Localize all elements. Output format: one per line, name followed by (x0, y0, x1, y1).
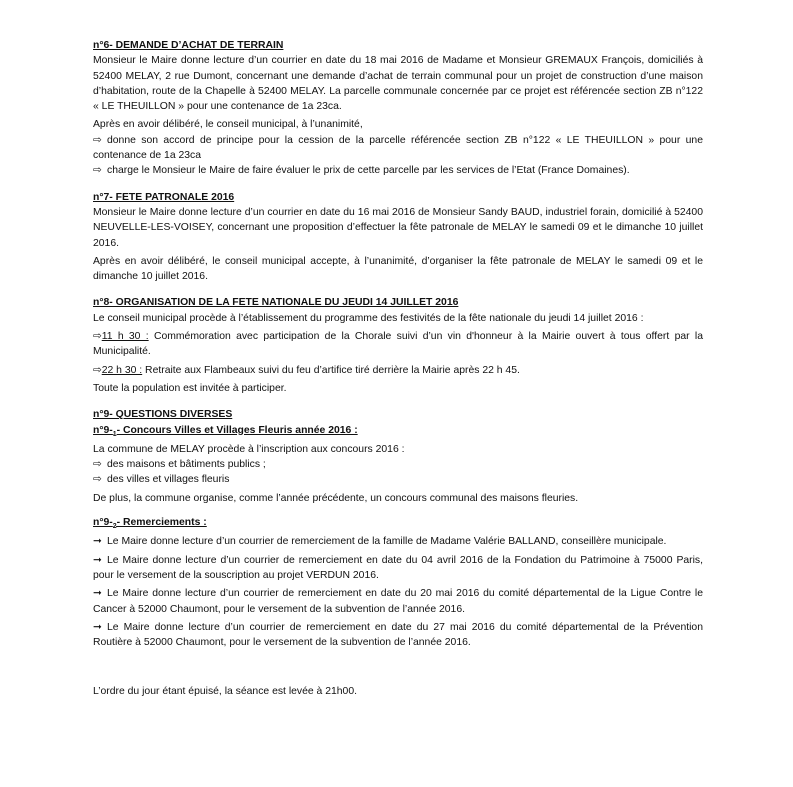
section-6 (93, 38, 703, 179)
section-6-heading: n°6- DEMANDE D’ACHAT DE TERRAIN (93, 40, 284, 51)
section-9-1-paragraph: La commune de MELAY procède à l’inscription aux concours 2016 : (93, 443, 405, 455)
thanks-text: Le Maire donne lecture d’un courrier de remerciement en date du 20 mai 2016 du comité départemental de la Ligue Contre le Cancer à 52000 Chaumont, pour le versement de la subvention de l’année 2016. (93, 588, 703, 615)
section-8-paragraph: Le conseil municipal procède à l’établissement du programme des festivités de la fête nationale du jeudi 14 juillet 2016 : (93, 312, 644, 324)
hollow-arrow-icon: ⇨ (93, 331, 102, 343)
item-text: Commémoration avec participation de la Chorale suivi d’un vin d'honneur à la Mairie ouvert à tous offert par la Municipalité. (93, 331, 703, 358)
closing-statement: L’ordre du jour étant épuisé, la séance est levée à 21h00. (93, 686, 357, 698)
right-arrow-icon: ➞ (93, 536, 102, 548)
section-9-1-heading: $n^\circ 9-_1-$ Concours Villes et Villages Fleuris année 2016 : (93, 424, 358, 438)
thanks-item-1 (93, 534, 703, 549)
section-8-heading: n°8- ORGANISATION DE LA FETE NATIONALE DU JEUDI 14 JUILLET 2016 (93, 297, 459, 309)
thanks-text: Le Maire donne lecture d’un courrier de remerciement en date du 04 avril 2016 de la Fondation du Patrimoine à 75000 Paris, pour le versement de la souscription au projet VERDUN 2016. (93, 554, 703, 581)
thanks-item-2 (93, 553, 703, 584)
section-6-deliberation: Après en avoir délibéré, le conseil municipal, à l’unanimité, (93, 119, 363, 131)
thanks-text: Le Maire donne lecture d’un courrier de remerciement en date du 27 mai 2016 du comité départemental de la Prévention Routière à 52000 Chaumont, pour le versement de la subvention de l’année 2016. (93, 621, 703, 649)
section-6-bullet-1 (93, 133, 703, 164)
bullet-text: des maisons et bâtiments publics ; (107, 459, 266, 471)
section-9-1-bullet-2 (93, 472, 703, 487)
section-9-heading: n°9- QUESTIONS DIVERSES (93, 409, 233, 421)
section-9-2-heading: $n^\circ 9-_2-$ Remerciements : (93, 517, 207, 531)
section-9-1-closing: De plus, la commune organise, comme l’année précédente, un concours communal des maisons fleuries. (93, 492, 579, 504)
hollow-arrow-icon: ⇨ (93, 134, 102, 146)
section-6-paragraph: Monsieur le Maire donne lecture d’un courrier en date du 18 mai 2016 de Madame et Monsieur GREMAUX François, domiciliés à 52400 MELAY, 2 rue Dumont, concernant une demande d’achat de terrain communal pour un projet de construction d’une maison d’habitation, route de la Chapelle à 52400 MELAY. La parcelle communale concernée par ce projet est référencée section ZB n°122 « LE THEUILLON » pour une contenance de 1a 23ca. (93, 55, 703, 113)
section-7-deliberation: Après en avoir délibéré, le conseil municipal accepte, à l’unanimité, d’organiser la fête patronale de MELAY le samedi 09 et le dimanche 10 juillet 2016. (93, 255, 703, 283)
right-arrow-icon: ➞ (93, 588, 102, 600)
section-8 (93, 295, 703, 396)
section-7-heading: n°7- FETE PATRONALE 2016 (93, 191, 235, 203)
section-7-paragraph: Monsieur le Maire donne lecture d’un courrier en date du 16 mai 2016 de Monsieur Sandy BAUD, industriel forain, domicilié à 52400 NEUVELLE-LES-VOISEY, concernant une proposition d’effectuer la fête patronale de MELAY le samedi 09 et le dimanche 10 juillet 2016. (93, 206, 703, 249)
bullet-text: charge le Monsieur le Maire de faire évaluer le prix de cette parcelle par les services de l’Etat (France Domaines). (107, 165, 630, 177)
thanks-item-3 (93, 586, 703, 617)
time-label: 22 h 30 : (101, 364, 143, 376)
item-text: Retraite aux Flambeaux suivi du feu d’artifice tiré derrière la Mairie après 22 h 45. (142, 364, 520, 376)
bullet-text: donne son accord de principe pour la cession de la parcelle référencée section ZB n°122 « LE THEUILLON » pour une contenance de 1a 23ca (93, 134, 703, 162)
section-9-1-bullet-1 (93, 457, 703, 472)
section-6-bullet-2 (93, 163, 703, 178)
hollow-arrow-icon: ⇨ (93, 459, 102, 471)
hollow-arrow-icon: ⇨ (93, 165, 102, 177)
section-7 (93, 190, 703, 285)
section-8-item-1 (93, 329, 703, 360)
right-arrow-icon: ➞ (93, 621, 102, 633)
thanks-item-4 (93, 620, 703, 651)
bullet-text: des villes et villages fleuris (107, 474, 230, 486)
section-8-item-2 (93, 363, 703, 378)
hollow-arrow-icon: ⇨ (93, 364, 102, 376)
section-8-closing: Toute la population est invitée à participer. (93, 382, 287, 394)
right-arrow-icon: ➞ (93, 554, 102, 566)
document-page (93, 38, 703, 700)
time-label: 11 h 30 : (101, 331, 149, 343)
section-9 (93, 407, 703, 650)
thanks-text: Le Maire donne lecture d’un courrier de remerciement de la famille de Madame Valérie BALLAND, conseillère municipale. (107, 536, 667, 548)
hollow-arrow-icon: ⇨ (93, 474, 102, 486)
